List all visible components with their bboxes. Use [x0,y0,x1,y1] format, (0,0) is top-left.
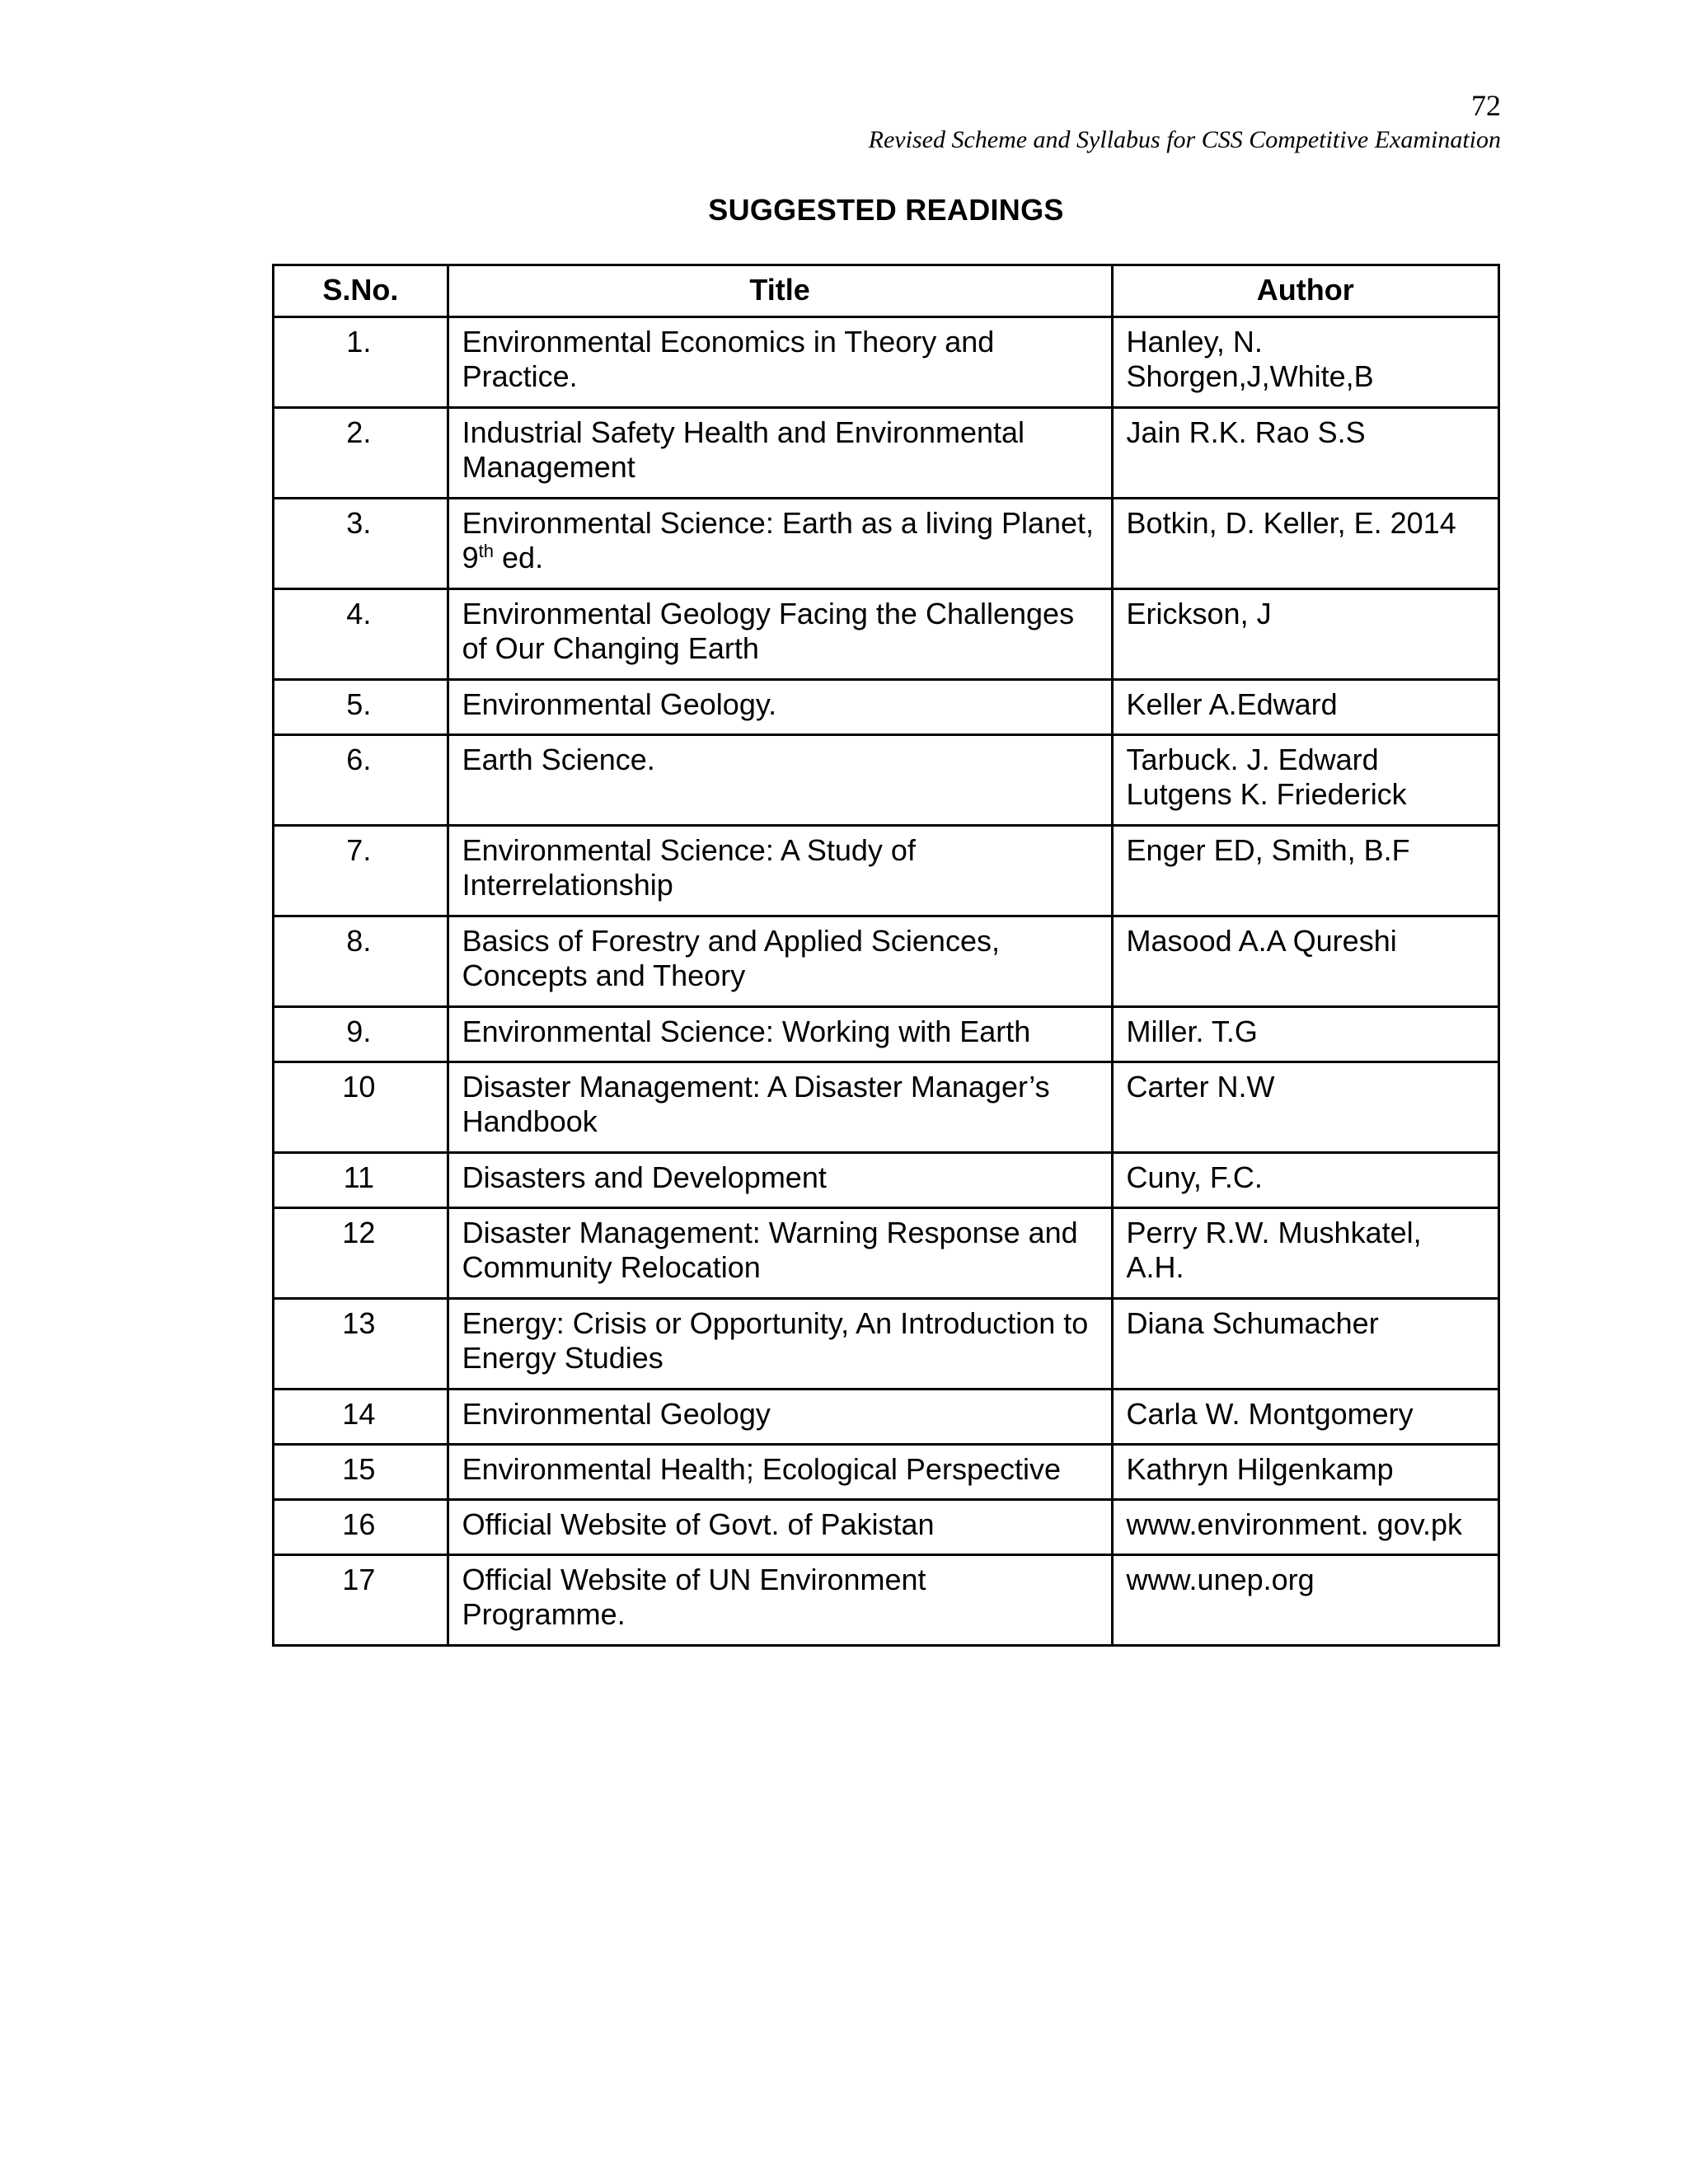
table-row [274,1500,1499,1555]
row-number: 4. [274,589,448,680]
row-number: 5. [274,680,448,735]
row-author: Carla W. Montgomery [1112,1390,1498,1445]
page-number: 72 [1471,89,1501,122]
row-author: Keller A.Edward [1112,680,1498,735]
row-number: 9. [274,1007,448,1062]
row-number: 3. [274,499,448,589]
row-number: 11 [274,1153,448,1208]
row-author: Enger ED, Smith, B.F [1112,826,1498,916]
row-title: Disaster Management: Warning Response and Community Relocation [448,1208,1112,1299]
table-row [274,1445,1499,1500]
row-author: www.environment. gov.pk [1112,1500,1498,1555]
table-row [274,680,1499,735]
table-row [274,916,1499,1007]
row-number: 6. [274,735,448,826]
row-author: Diana Schumacher [1112,1299,1498,1390]
table-row [274,1007,1499,1062]
column-header-sno: S.No. [274,265,448,317]
row-author: Carter N.W [1112,1062,1498,1153]
table-row [274,499,1499,589]
row-title: Disaster Management: A Disaster Manager’s Handbook [448,1062,1112,1153]
row-author: www.unep.org [1112,1555,1498,1646]
row-title: Environmental Science: A Study of Interrelationship [448,826,1112,916]
table-row [274,1153,1499,1208]
row-title: Environmental Health; Ecological Perspective [448,1445,1112,1500]
table-row [274,1299,1499,1390]
row-number: 2. [274,408,448,499]
row-title: Environmental Geology. [448,680,1112,735]
row-author: Cuny, F.C. [1112,1153,1498,1208]
row-author: Kathryn Hilgenkamp [1112,1445,1498,1500]
row-title: Environmental Science: Working with Earth [448,1007,1112,1062]
table-row [274,1555,1499,1646]
row-title: Earth Science. [448,735,1112,826]
row-author: Erickson, J [1112,589,1498,680]
table-row [274,317,1499,408]
row-number: 12 [274,1208,448,1299]
row-author: Tarbuck. J. Edward Lutgens K. Friederick [1112,735,1498,826]
row-title: Energy: Crisis or Opportunity, An Introduction to Energy Studies [448,1299,1112,1390]
row-title: Official Website of Govt. of Pakistan [448,1500,1112,1555]
table-row [274,826,1499,916]
row-title-tail: ed. [494,541,544,574]
column-header-author: Author [1112,265,1498,317]
table-row [274,1208,1499,1299]
row-number: 13 [274,1299,448,1390]
row-title: Environmental Geology [448,1390,1112,1445]
row-number: 17 [274,1555,448,1646]
row-title: Disasters and Development [448,1153,1112,1208]
row-title: Basics of Forestry and Applied Sciences, Concepts and Theory [448,916,1112,1007]
row-author: Hanley, N. Shorgen,J,White,B [1112,317,1498,408]
row-title-text: Environmental Science: Earth as a living Planet, 9 [462,506,1095,574]
table-header-row [274,265,1499,317]
row-author: Miller. T.G [1112,1007,1498,1062]
row-title: Environmental Economics in Theory and Practice. [448,317,1112,408]
suggested-readings-table [272,264,1500,1647]
row-number: 16 [274,1500,448,1555]
table-row [274,1390,1499,1445]
section-title: SUGGESTED READINGS [708,193,1064,227]
row-number: 1. [274,317,448,408]
table-row [274,735,1499,826]
table-row [274,408,1499,499]
row-number: 14 [274,1390,448,1445]
row-author: Masood A.A Qureshi [1112,916,1498,1007]
table-row [274,589,1499,680]
row-number: 8. [274,916,448,1007]
running-header: Revised Scheme and Syllabus for CSS Competitive Examination [868,126,1501,153]
row-title [448,499,1112,589]
row-title: Environmental Geology Facing the Challenges of Our Changing Earth [448,589,1112,680]
column-header-title: Title [448,265,1112,317]
row-author: Botkin, D. Keller, E. 2014 [1112,499,1498,589]
table-row [274,1062,1499,1153]
row-number: 7. [274,826,448,916]
row-title: Official Website of UN Environment Programme. [448,1555,1112,1646]
row-number: 15 [274,1445,448,1500]
row-author: Jain R.K. Rao S.S [1112,408,1498,499]
ordinal-superscript: th [478,541,495,561]
row-title: Industrial Safety Health and Environmental Management [448,408,1112,499]
row-author: Perry R.W. Mushkatel, A.H. [1112,1208,1498,1299]
row-number: 10 [274,1062,448,1153]
